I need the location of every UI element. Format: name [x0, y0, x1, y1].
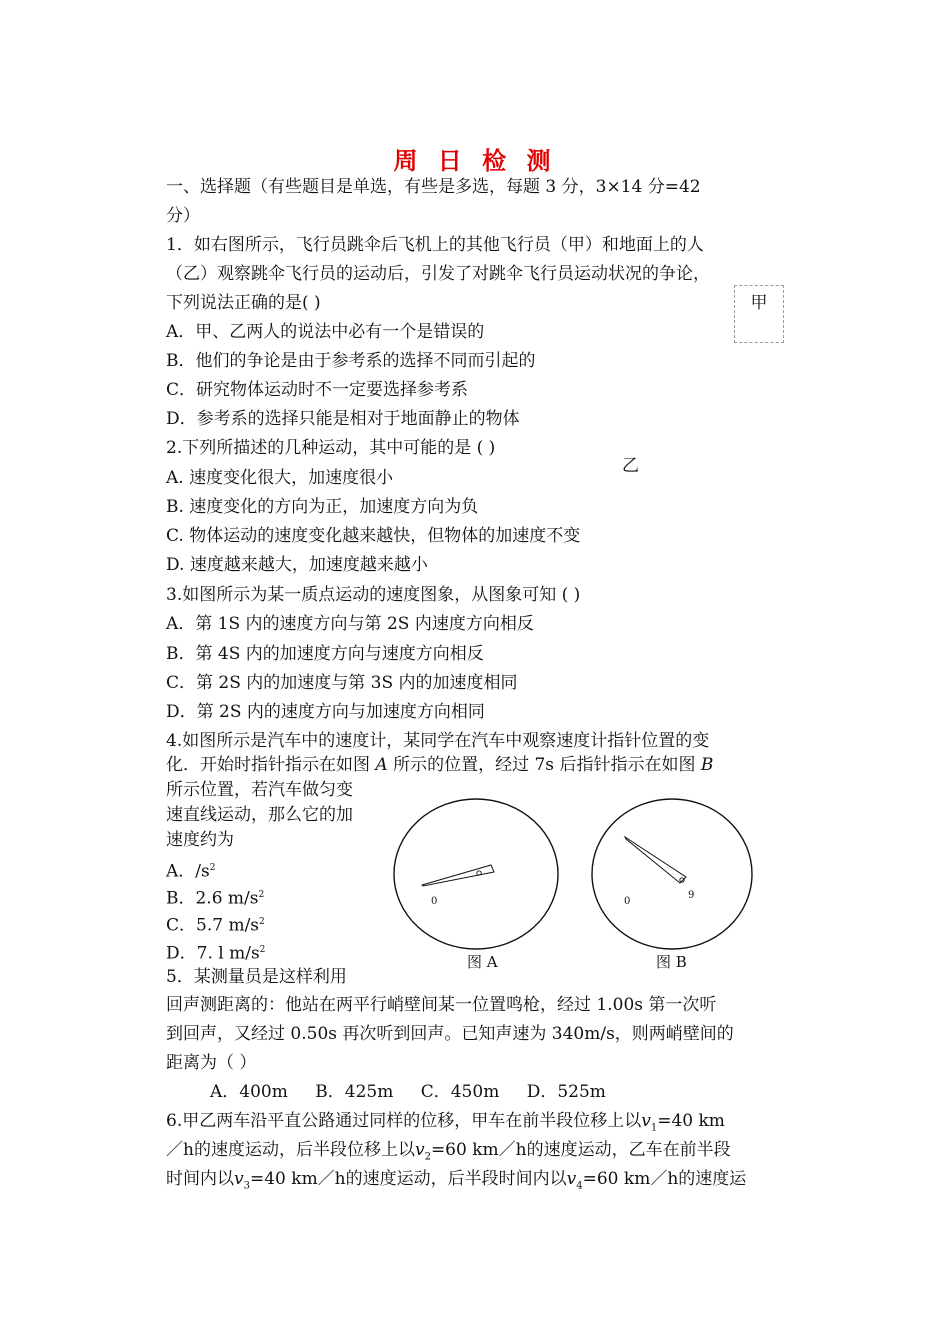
q3-option-c: C．第 2S 内的加速度与第 3S 内的加速度相同 [166, 673, 518, 693]
q5-stem-line1: 5．某测量员是这样利用 [166, 967, 347, 987]
section-heading-cont: 分） [166, 206, 200, 226]
q6-stem-line1: 6.甲乙两车沿平直公路通过同样的位移，甲车在前半段位移上以$v_1=40$ km [166, 1111, 725, 1134]
q4-stem-line1: 4.如图所示是汽车中的速度计，某同学在汽车中观察速度计指针位置的变 [166, 731, 710, 751]
speedometer-b-figure [585, 795, 765, 955]
q3-option-a: A．第 1S 内的速度方向与第 2S 内速度方向相反 [166, 614, 534, 634]
q4-option-c: C．5.7 $m/s^2$ [166, 915, 265, 936]
q1-stem-line3: 下列说法正确的是( ) [166, 293, 321, 313]
speedometer-a-needle [422, 865, 494, 886]
q6-stem-line3: 时间内以$v_3=40$ km／h的速度运动，后半段时间内以$v_4=60$ km／h的速度运 [166, 1169, 747, 1192]
q2-option-d: D. 速度越来越大，加速度越来越小 [166, 555, 428, 575]
q2-option-c: C. 物体运动的速度变化越来越快，但物体的加速度不变 [166, 526, 581, 546]
q5-stem-line3: 到回声，又经过 0.50s 再次听到回声。已知声速为 340m/s，则两峭壁间的 [166, 1024, 734, 1044]
q4-stem-line2: 化．开始时指针指示在如图 A 所示的位置，经过 7s 后指针指示在如图 B [166, 755, 714, 775]
speedometer-b-nine: 9 [688, 890, 695, 901]
q1-option-a: A．甲、乙两人的说法中必有一个是错误的 [166, 322, 485, 342]
section-heading: 一、选择题（有些题目是单选，有些是多选，每题 3 分，3×14 分=42 [166, 177, 701, 197]
q3-option-d: D．第 2S 内的速度方向与加速度方向相同 [166, 702, 485, 722]
figure-b-caption: 图 B [656, 953, 687, 971]
q5-options [210, 1081, 628, 1103]
q2-option-b: B. 速度变化的方向为正，加速度方向为负 [166, 497, 479, 517]
q5-stem-line4: 距离为（ ） [166, 1053, 257, 1073]
speedometer-b-zero: 0 [624, 896, 631, 907]
page-title: 周 日 检 测 [393, 146, 557, 175]
figure-a-caption: 图 A [467, 953, 498, 971]
figure-jia-box [734, 285, 784, 343]
q1-option-c: C．研究物体运动时不一定要选择参考系 [166, 380, 469, 400]
speedometer-a-zero: 0 [431, 896, 438, 907]
figure-yi-label: 乙 [622, 456, 639, 476]
q1-option-d: D．参考系的选择只能是相对于地面静止的物体 [166, 409, 520, 429]
q5-option-a: A．400m [210, 1082, 288, 1102]
q1-stem-line2: （乙）观察跳伞飞行员的运动后，引发了对跳伞飞行员运动状况的争论， [166, 264, 710, 284]
q4-stem-line4: 速直线运动，那么它的加 [166, 805, 353, 825]
q4-option-d: D．7. l $m/s^2$ [166, 943, 266, 964]
q5-option-d: D．525m [526, 1082, 606, 1102]
q4-stem-line3: 所示位置，若汽车做匀变 [166, 780, 353, 800]
q3-option-b: B．第 4S 内的加速度方向与速度方向相反 [166, 644, 484, 664]
q4-stem-line5: 速度约为 [166, 830, 234, 850]
q5-option-c: C．450m [420, 1082, 500, 1102]
q5-option-b: B．425m [315, 1082, 394, 1102]
q2-option-a: A. 速度变化很大，加速度很小 [166, 468, 394, 488]
q1-option-b: B．他们的争论是由于参考系的选择不同而引起的 [166, 351, 536, 371]
figure-jia-label: 甲 [750, 293, 768, 313]
q5-stem-line2: 回声测距离的：他站在两平行峭壁间某一位置鸣枪，经过 1.00s 第一次听 [166, 995, 717, 1015]
q3-stem: 3.如图所示为某一质点运动的速度图象，从图象可知 ( ) [166, 585, 581, 605]
q1-stem-line1: 1．如右图所示，飞行员跳伞后飞机上的其他飞行员（甲）和地面上的人 [166, 235, 704, 255]
q4-option-a: A．$/s^2$ [166, 861, 216, 882]
q4-option-b: B．2.6 $m/s^2$ [166, 888, 265, 909]
q6-stem-line2: ／h的速度运动，后半段位移上以$v_2=60$ km／h的速度运动，乙车在前半段 [166, 1140, 731, 1163]
speedometer-a-figure [390, 795, 570, 955]
speedometer-b-needle [625, 837, 686, 883]
q2-stem: 2.下列所描述的几种运动，其中可能的是 ( ) [166, 438, 496, 458]
